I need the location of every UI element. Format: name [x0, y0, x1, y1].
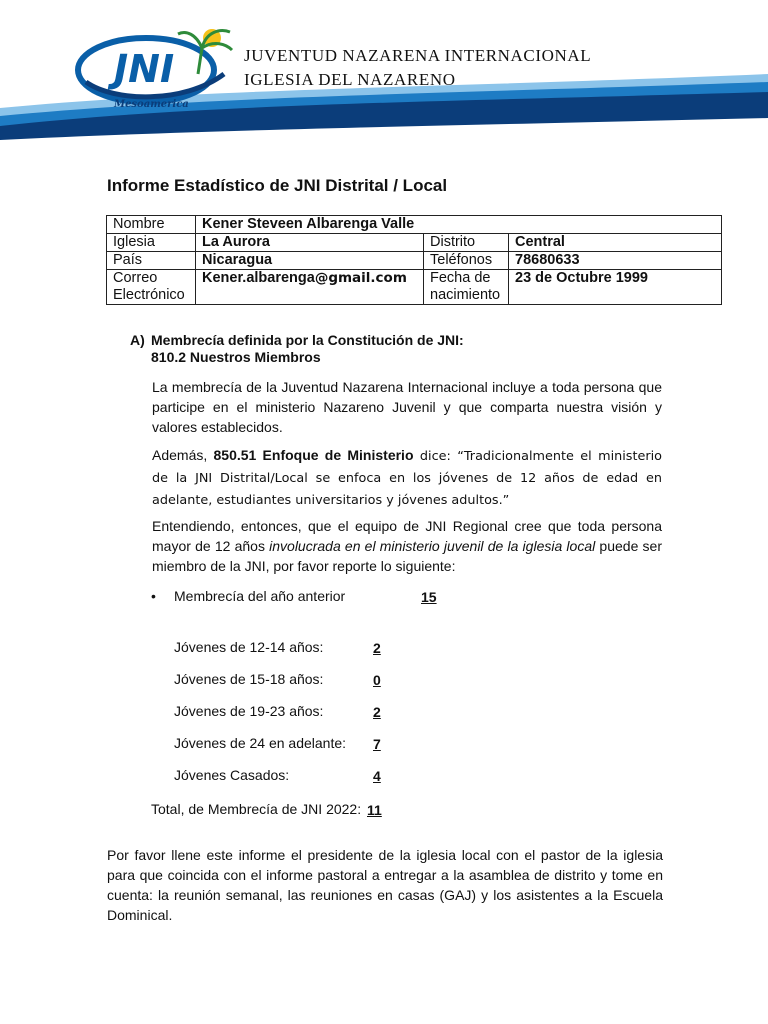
total-membership-label: Total, de Membrecía de JNI 2022: — [151, 801, 362, 817]
table-row — [107, 216, 722, 234]
previous-year-value: 15 — [421, 589, 437, 605]
age-group-label: Jóvenes de 12-14 años: — [174, 639, 324, 655]
table-row — [107, 270, 722, 305]
church-label: Iglesia — [107, 234, 196, 252]
church-name: IGLESIA DEL NAZARENO — [244, 70, 456, 89]
member-info-table — [106, 215, 722, 305]
country-label: País — [107, 252, 196, 270]
age-group-label: Jóvenes Casados: — [174, 767, 290, 783]
age-group-value: 0 — [373, 672, 381, 688]
jni-logo — [74, 18, 234, 110]
footer-instructions: Por favor llene este informe el presidente de la iglesia local con el pastor de la iglesia para que coincida con el informe pastoral a entregar a la asamblea de distrito y tome en cuenta: la reunión semanal, las reuniones en casas (GAJ) y los asistentes a la Escuela Dominical. — [107, 847, 663, 923]
organization-name: JUVENTUD NAZARENA INTERNACIONAL — [244, 46, 592, 65]
phones-label: Teléfonos — [424, 252, 509, 270]
report-title: Informe Estadístico de JNI Distrital / Local — [107, 176, 448, 195]
section-heading-line1: Membrecía definida por la Constitución de JNI: — [151, 332, 464, 348]
age-group-value: 2 — [373, 640, 381, 656]
table-row — [107, 234, 722, 252]
section-heading-line2: 810.2 Nuestros Miembros — [151, 349, 321, 365]
report-instruction-paragraph: Entendiendo, entonces, que el equipo de JNI Regional cree que toda persona mayor de 12 años involucrada en el ministerio juvenil de la iglesia local puede ser miembro de la JNI, por favor reporte lo siguiente: — [152, 518, 662, 574]
age-group-label: Jóvenes de 24 en adelante: — [174, 735, 347, 751]
membership-paragraph: La membrecía de la Juventud Nazarena Internacional incluye a toda persona que participe en el ministerio Nazareno Juvenil y que comparta nuestra visión y valores establecidos. — [152, 379, 662, 435]
section-letter: A) — [130, 332, 145, 348]
name-label: Nombre — [107, 216, 196, 234]
district-value: Central — [509, 234, 722, 252]
ministry-focus-reference: 850.51 Enfoque de Ministerio — [213, 447, 414, 463]
birthdate-value: 23 de Octubre 1999 — [509, 270, 722, 305]
email-domain: @gmail.com — [314, 270, 407, 286]
age-group-label: Jóvenes de 19-23 años: — [174, 703, 324, 719]
church-value: La Aurora — [196, 234, 424, 252]
country-value: Nicaragua — [196, 252, 424, 270]
ministry-focus-paragraph: Además, 850.51 Enfoque de Ministerio dice: “Tradicionalmente el ministerio de la JNI Distrital/Local se enfoca en los jóvenes de 12 años de edad en adelante, estudiantes universitarios y jóvenes adultos.” — [152, 447, 663, 508]
letterhead — [0, 0, 768, 140]
email-label: Correo Electrónico — [107, 270, 196, 305]
age-group-value: 7 — [373, 736, 381, 752]
svg-text:JNI: JNI — [114, 47, 175, 91]
svg-text:Mesoamerica: Mesoamerica — [114, 99, 189, 110]
birthdate-label: Fecha de nacimiento — [424, 270, 509, 305]
email-user: Kener.albarenga — [202, 270, 315, 286]
phones-value: 78680633 — [509, 252, 722, 270]
ministry-focus-quote: dice: “Tradicionalmente el ministerio de la JNI Distrital/Local se enfoca en los jóvenes de 12 años de edad en adelante, estudiantes universitarios y jóvenes adultos.” — [152, 449, 663, 508]
district-label: Distrito — [424, 234, 509, 252]
total-membership-value: 11 — [367, 802, 382, 818]
email-value — [196, 270, 424, 305]
involvement-phrase: involucrada en el ministerio juvenil de la iglesia local — [269, 538, 596, 554]
age-group-value: 2 — [373, 704, 381, 720]
bullet-symbol: • — [151, 588, 156, 604]
previous-year-label: Membrecía del año anterior — [174, 588, 346, 604]
age-group-label: Jóvenes de 15-18 años: — [174, 671, 324, 687]
age-group-value: 4 — [373, 768, 381, 784]
table-row — [107, 252, 722, 270]
name-value: Kener Steveen Albarenga Valle — [196, 216, 722, 234]
